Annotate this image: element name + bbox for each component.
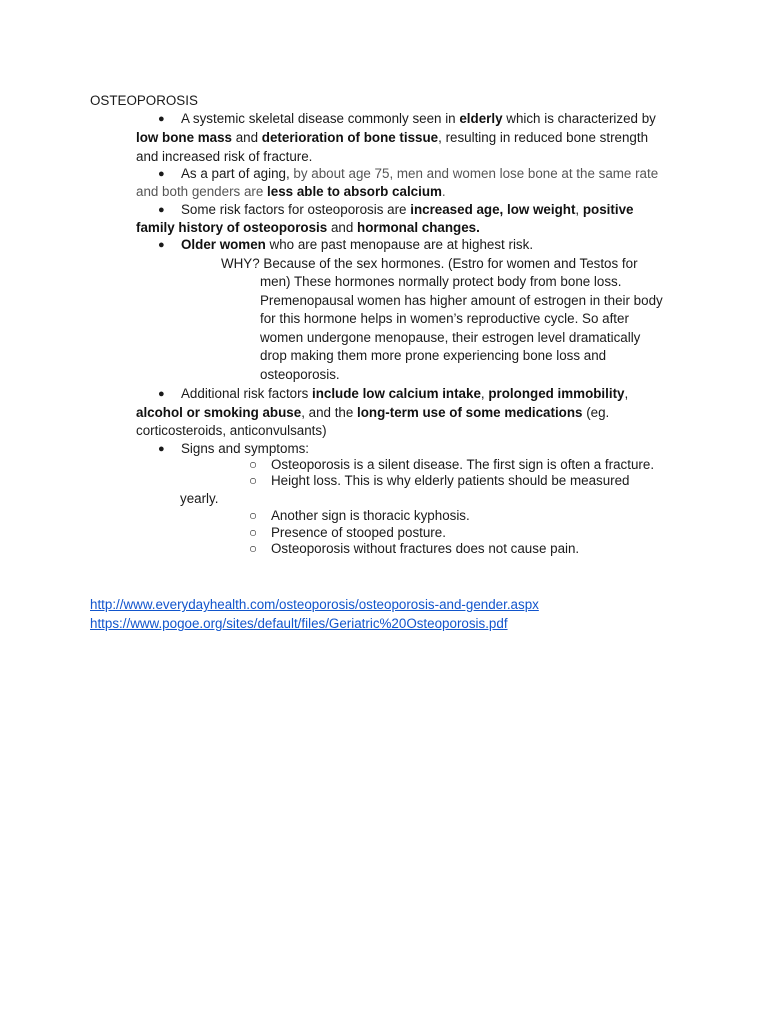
title-text: OSTEOPOROSIS — [90, 93, 198, 108]
text-run: Signs and symptoms: — [181, 441, 310, 456]
bold-run: less able to absorb calcium — [267, 184, 442, 199]
bold-run: family history of osteoporosis — [136, 220, 328, 235]
text-run: by about age 75, men and women lose bone at the same rate — [293, 166, 659, 181]
why-line: drop making them more prone experiencing bone loss and — [260, 348, 607, 363]
document-title — [90, 92, 198, 110]
text-run: and — [327, 220, 358, 235]
text-run: (eg. — [582, 405, 610, 420]
sublist-item-continuation: yearly. — [180, 491, 219, 506]
bold-run: deterioration of bone tissue — [261, 130, 439, 145]
bullet-line — [181, 236, 533, 254]
text-run: and increased risk of fracture. — [136, 149, 313, 164]
text-run: . — [441, 184, 446, 199]
circle-bullet-icon: ○ — [249, 457, 258, 472]
text-run: A systemic skeletal disease commonly seen in — [181, 111, 460, 126]
text-run: Additional risk factors — [181, 386, 312, 401]
bullet-line — [181, 201, 633, 219]
sublist-item: Presence of stooped posture. — [271, 525, 446, 540]
bullet-line — [136, 183, 446, 201]
text-run: , — [575, 202, 583, 217]
why-line: for this hormone helps in women’s reproductive cycle. So after — [260, 311, 629, 326]
sublist-item: Osteoporosis without fractures does not cause pain. — [271, 541, 580, 556]
why-line: men) These hormones normally protect body from bone loss. — [260, 274, 622, 289]
bullet-line — [136, 148, 312, 166]
bullet-line — [181, 110, 656, 128]
text-run: , resulting in reduced bone strength — [438, 130, 649, 145]
bullet-icon: ● — [158, 443, 165, 455]
bullet-icon: ● — [158, 113, 165, 125]
sublist-item: Another sign is thoracic kyphosis. — [271, 508, 470, 523]
bold-run: low bone mass — [136, 130, 232, 145]
reference-link-pogoe[interactable]: https://www.pogoe.org/sites/default/files/Geriatric%20Osteoporosis.pdf — [90, 616, 508, 631]
bold-run: long-term use of some medications — [357, 405, 583, 420]
text-run: , — [624, 386, 629, 401]
bold-run: positive — [582, 202, 634, 217]
text-run: Some risk factors for osteoporosis are — [181, 202, 411, 217]
text-run: which is characterized by — [502, 111, 656, 126]
bold-run: increased age, low weight — [410, 202, 576, 217]
bullet-line — [181, 385, 628, 403]
bold-run: elderly — [459, 111, 503, 126]
sublist-item: Height loss. This is why elderly patients should be measured — [271, 473, 630, 488]
sublist-item: Osteoporosis is a silent disease. The first sign is often a fracture. — [271, 457, 655, 472]
bullet-line — [181, 165, 658, 183]
bold-run: include low calcium intake — [311, 386, 481, 401]
circle-bullet-icon: ○ — [249, 508, 258, 523]
circle-bullet-icon: ○ — [249, 525, 258, 540]
bullet-line — [136, 129, 648, 147]
text-run: , and the — [301, 405, 358, 420]
why-line: Premenopausal women has higher amount of estrogen in their body — [260, 293, 663, 308]
bullet-icon: ● — [158, 168, 165, 180]
bold-run: hormonal changes. — [357, 220, 480, 235]
why-line: osteoporosis. — [260, 367, 340, 382]
text-run: and — [232, 130, 262, 145]
bullet-line — [136, 219, 480, 237]
circle-bullet-icon: ○ — [249, 473, 258, 488]
bold-run: alcohol or smoking abuse — [136, 405, 302, 420]
why-line: WHY? Because of the sex hormones. (Estro for women and Testos for — [221, 256, 638, 271]
why-line: women undergone menopause, their estrogen level dramatically — [260, 330, 641, 345]
text-run: , — [480, 386, 489, 401]
text-run: who are past menopause are at highest risk. — [265, 237, 534, 252]
bold-run: Older women — [181, 237, 266, 252]
text-run: and both genders are — [136, 184, 268, 199]
bold-run: prolonged immobility — [488, 386, 625, 401]
bullet-line — [136, 404, 609, 422]
bullet-icon: ● — [158, 204, 165, 216]
text-run: corticosteroids, anticonvulsants) — [136, 423, 327, 438]
text-run: As a part of aging, — [181, 166, 294, 181]
bullet-icon: ● — [158, 239, 165, 251]
circle-bullet-icon: ○ — [249, 541, 258, 556]
bullet-line — [136, 422, 327, 440]
reference-link-everydayhealth[interactable]: http://www.everydayhealth.com/osteoporosis/osteoporosis-and-gender.aspx — [90, 597, 539, 612]
bullet-icon: ● — [158, 388, 165, 400]
